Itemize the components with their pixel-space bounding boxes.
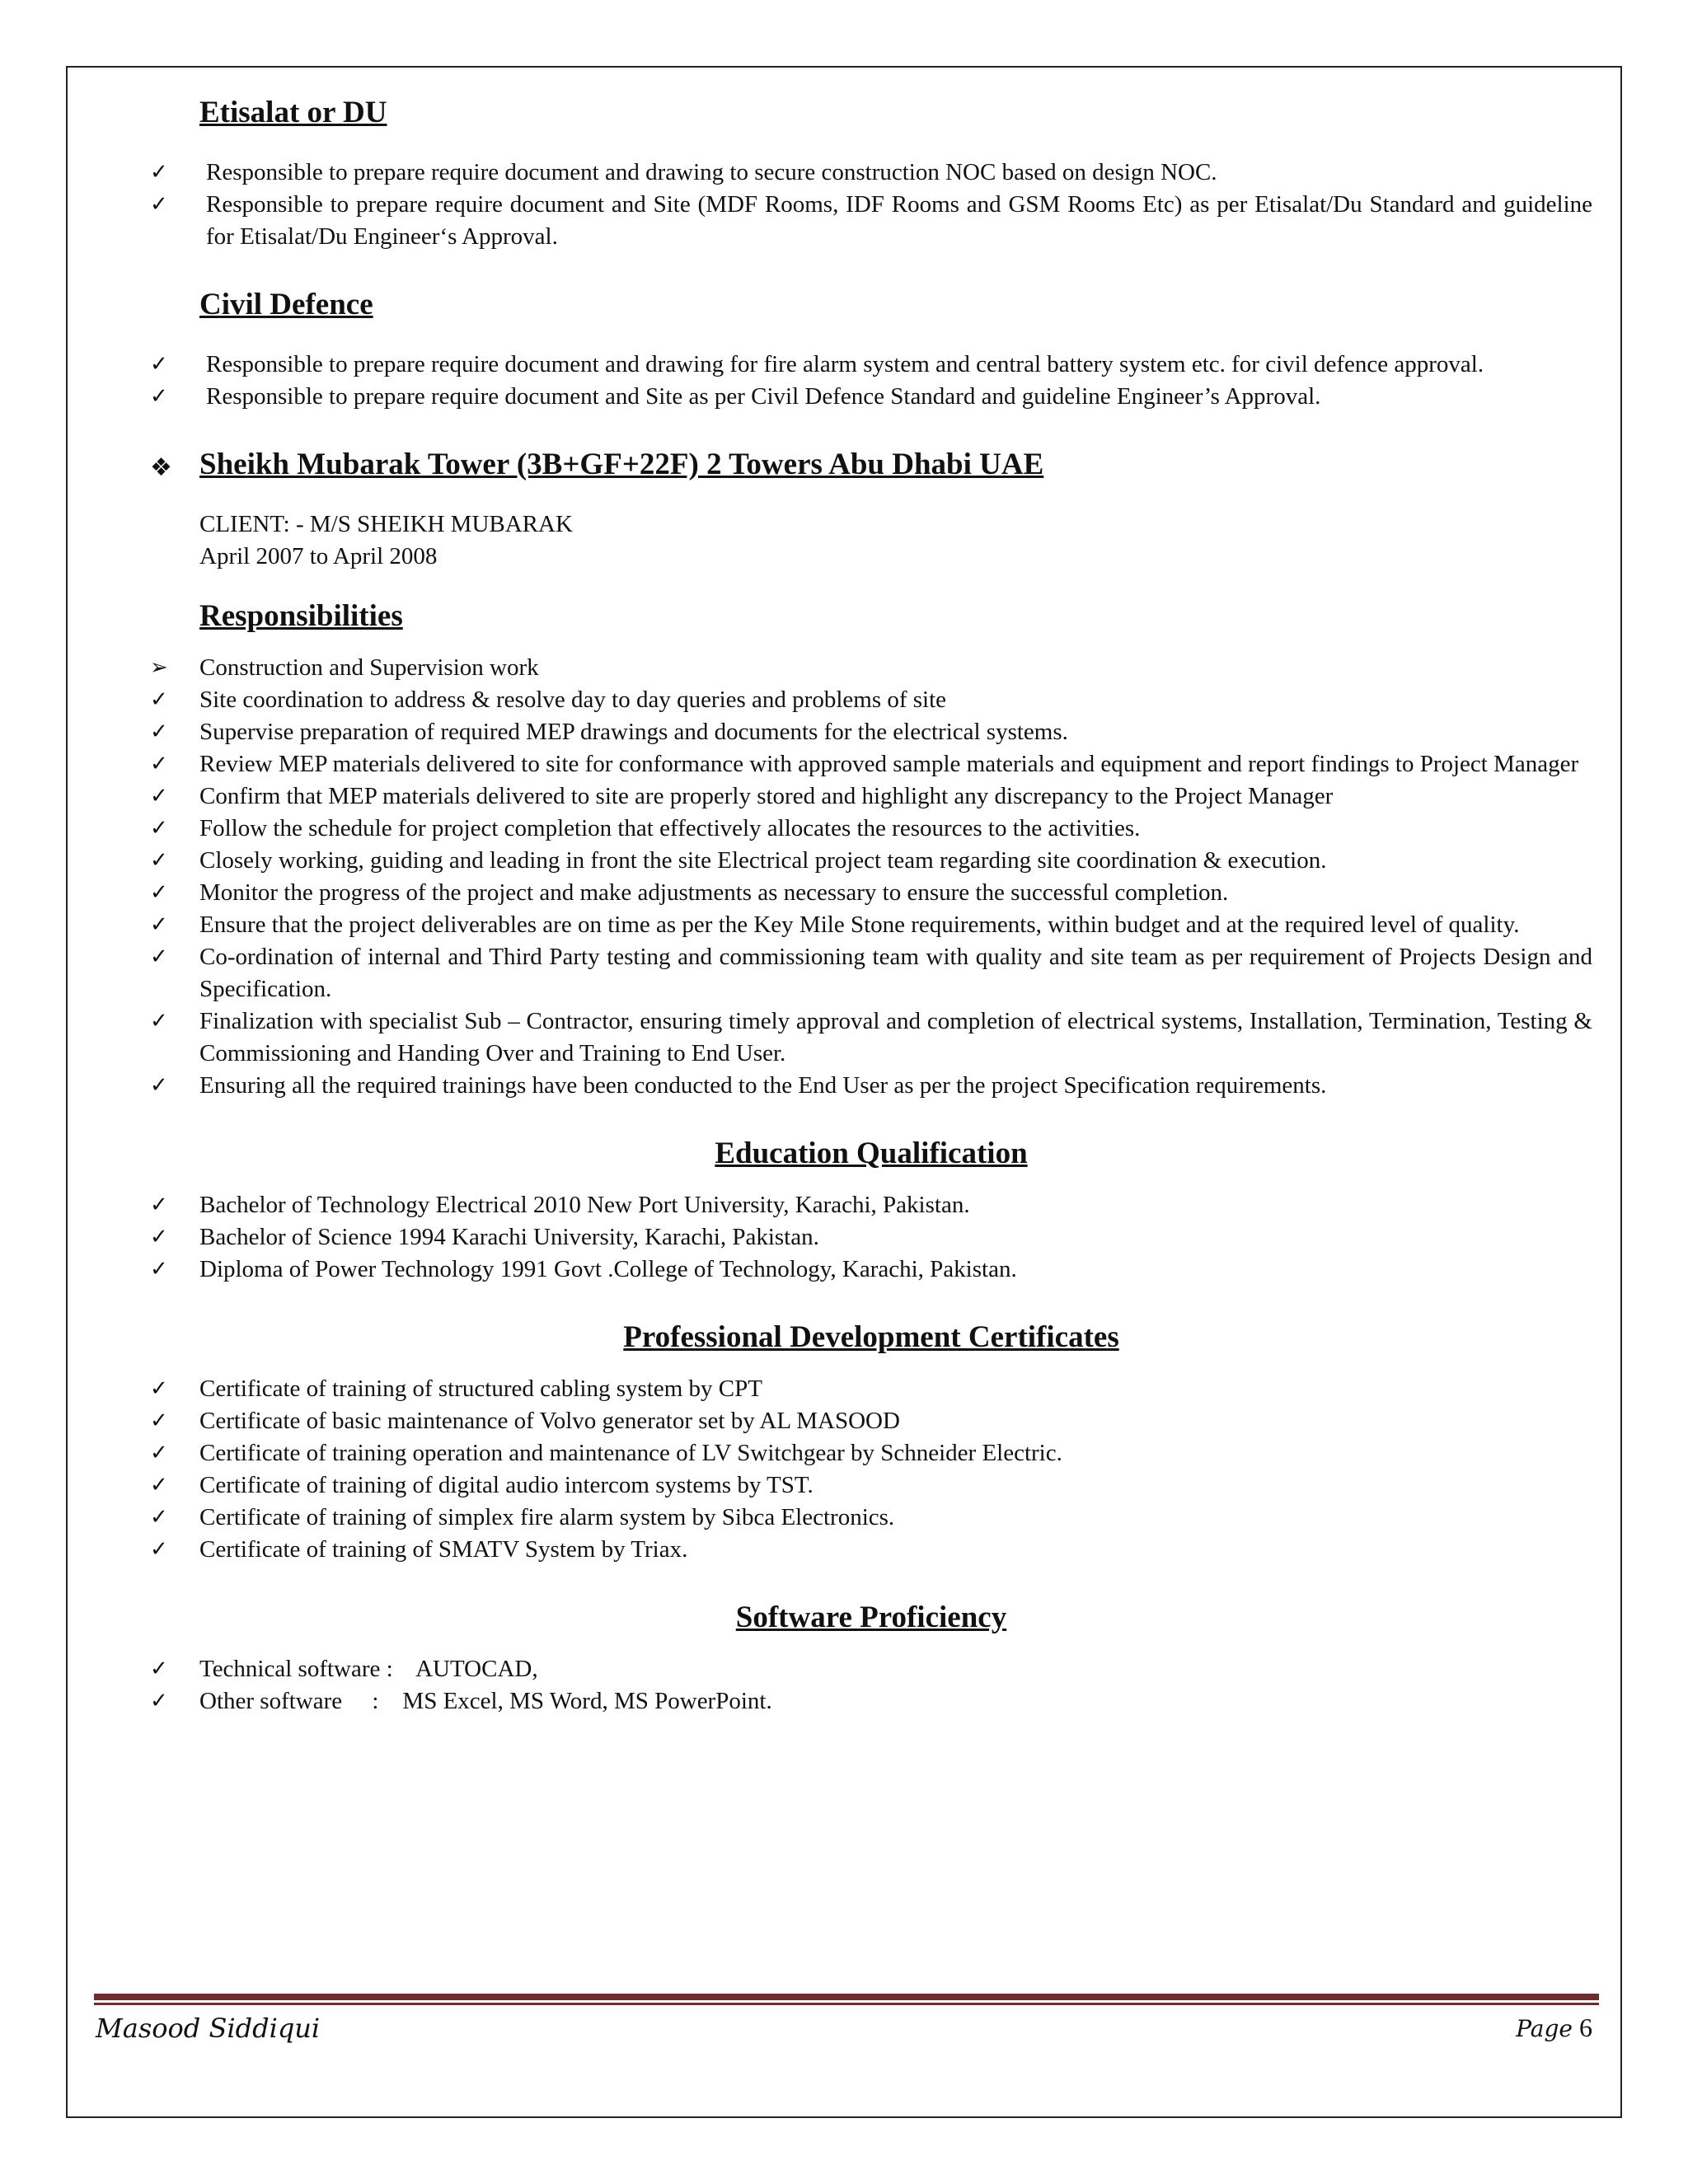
list-item <box>150 1685 1592 1718</box>
item-text: Responsible to prepare require document and Site (MDF Rooms, IDF Rooms and GSM Rooms Etc) as per Etisalat/Du Standard and guideline for Etisalat/Du Engineer‘s Approval. <box>206 191 1592 250</box>
item-text: Review MEP materials delivered to site for conformance with approved sample materials and equipment and report findings to Project Manager <box>199 751 1579 777</box>
list-item <box>150 1469 1592 1502</box>
list-item <box>150 877 1592 909</box>
check-icon: ✓ <box>150 1257 168 1282</box>
footer-page-number <box>1516 2013 1592 2043</box>
diamond-bullet-icon: ❖ <box>150 453 172 482</box>
check-icon: ✓ <box>150 1505 168 1530</box>
item-text: Bachelor of Science 1994 Karachi University, Karachi, Pakistan. <box>199 1224 819 1250</box>
check-icon: ✓ <box>150 1537 168 1562</box>
check-icon: ✓ <box>150 944 168 969</box>
list-item <box>150 684 1592 716</box>
check-icon: ✓ <box>150 1657 168 1681</box>
list-item <box>150 1437 1592 1469</box>
civil-defence-list <box>150 349 1592 413</box>
item-text: Responsible to prepare require document and Site as per Civil Defence Standard and guideline Engineer’s Approval. <box>206 383 1321 410</box>
check-icon: ✓ <box>150 352 168 377</box>
item-text: Confirm that MEP materials delivered to site are properly stored and highlight any discrepancy to the Project Manager <box>199 783 1334 809</box>
project-client: CLIENT: - M/S SHEIKH MUBARAK <box>199 511 573 537</box>
certificates-heading: Professional Development Certificates <box>623 1320 1119 1354</box>
software-heading: Software Proficiency <box>735 1601 1007 1634</box>
list-item <box>150 1653 1592 1685</box>
list-item <box>150 1534 1592 1566</box>
item-text: Co-ordination of internal and Third Party testing and commissioning team with quality and site team as per requirement of Projects Design and Specification. <box>199 944 1592 1002</box>
certificates-list <box>150 1373 1592 1566</box>
item-text: Site coordination to address & resolve day to day queries and problems of site <box>199 687 947 713</box>
education-list <box>150 1189 1592 1286</box>
item-text: Construction and Supervision work <box>199 654 539 681</box>
item-text: Technical software : AUTOCAD, <box>199 1656 538 1682</box>
item-text: Certificate of training of structured cabling system by CPT <box>199 1376 762 1402</box>
project-title-text: Sheikh Mubarak Tower (3B+GF+22F) 2 Towers Abu Dhabi UAE <box>199 448 1044 481</box>
check-icon: ✓ <box>150 880 168 905</box>
check-icon: ✓ <box>150 1473 168 1497</box>
check-icon: ✓ <box>150 192 168 217</box>
item-text: Certificate of training of digital audio intercom systems by TST. <box>199 1472 814 1498</box>
list-item <box>150 716 1592 748</box>
list-item <box>150 813 1592 845</box>
list-item <box>150 1502 1592 1534</box>
check-icon: ✓ <box>150 1009 168 1033</box>
list-item <box>150 189 1592 253</box>
page-label: Page <box>1516 2015 1573 2042</box>
item-text: Ensure that the project deliverables are on time as per the Key Mile Stone requirements, within budget and at the required level of quality. <box>199 912 1520 938</box>
list-item <box>150 652 1592 684</box>
responsibilities-list <box>150 652 1592 1102</box>
item-text: Other software : MS Excel, MS Word, MS PowerPoint. <box>199 1688 772 1714</box>
check-icon: ✓ <box>150 752 168 776</box>
footer-author-name: Masood Siddiqui <box>96 2013 321 2044</box>
check-icon: ✓ <box>150 848 168 873</box>
list-item <box>150 780 1592 813</box>
check-icon: ✓ <box>150 1376 168 1401</box>
list-item <box>150 941 1592 1005</box>
resume-content <box>150 91 1592 1718</box>
check-icon: ✓ <box>150 912 168 937</box>
item-text: Diploma of Power Technology 1991 Govt .College of Technology, Karachi, Pakistan. <box>199 1256 1017 1282</box>
item-text: Certificate of basic maintenance of Volvo generator set by AL MASOOD <box>199 1408 900 1434</box>
item-text: Closely working, guiding and leading in front the site Electrical project team regarding site coordination & execution. <box>199 847 1327 874</box>
check-icon: ✓ <box>150 160 168 185</box>
list-item <box>150 1189 1592 1221</box>
education-heading: Education Qualification <box>715 1137 1028 1170</box>
list-item <box>150 909 1592 941</box>
page-number: 6 <box>1579 2013 1592 2042</box>
check-icon: ✓ <box>150 1073 168 1098</box>
list-item <box>150 349 1592 381</box>
item-text: Responsible to prepare require document and drawing to secure construction NOC based on design NOC. <box>206 159 1217 185</box>
check-icon: ✓ <box>150 1689 168 1713</box>
list-item <box>150 1070 1592 1102</box>
check-icon: ✓ <box>150 1441 168 1465</box>
footer-rule-thin <box>94 2003 1599 2005</box>
footer-rule-thick <box>94 1994 1599 2000</box>
item-text: Supervise preparation of required MEP drawings and documents for the electrical systems. <box>199 719 1068 745</box>
item-text: Finalization with specialist Sub – Contractor, ensuring timely approval and completion of electrical systems, Installation, Termination, Testing & Commissioning and Handing Over and Training to End User. <box>199 1008 1592 1066</box>
list-item <box>150 748 1592 780</box>
list-item <box>150 381 1592 413</box>
arrow-bullet-icon: ➢ <box>150 655 168 680</box>
software-list <box>150 1653 1592 1718</box>
etisalat-heading: Etisalat or DU <box>199 96 387 129</box>
item-text: Responsible to prepare require document and drawing for fire alarm system and central battery system etc. for civil defence approval. <box>206 351 1484 377</box>
list-item <box>150 1221 1592 1254</box>
check-icon: ✓ <box>150 1225 168 1249</box>
check-icon: ✓ <box>150 719 168 744</box>
check-icon: ✓ <box>150 1408 168 1433</box>
item-text: Ensuring all the required trainings have been conducted to the End User as per the project Specification requirements. <box>199 1072 1327 1099</box>
responsibilities-heading: Responsibilities <box>199 599 403 633</box>
etisalat-list <box>150 157 1592 253</box>
item-text: Monitor the progress of the project and make adjustments as necessary to ensure the successful completion. <box>199 879 1229 906</box>
item-text: Follow the schedule for project completion that effectively allocates the resources to the activities. <box>199 815 1141 841</box>
civil-defence-heading: Civil Defence <box>199 288 373 321</box>
check-icon: ✓ <box>150 816 168 841</box>
check-icon: ✓ <box>150 384 168 409</box>
check-icon: ✓ <box>150 687 168 712</box>
list-item <box>150 1254 1592 1286</box>
item-text: Certificate of training of SMATV System by Triax. <box>199 1536 688 1563</box>
item-text: Certificate of training of simplex fire alarm system by Sibca Electronics. <box>199 1504 895 1530</box>
project-period: April 2007 to April 2008 <box>199 543 438 569</box>
list-item <box>150 1373 1592 1405</box>
item-text: Bachelor of Technology Electrical 2010 New Port University, Karachi, Pakistan. <box>199 1192 970 1218</box>
project-title <box>150 443 1592 487</box>
item-text: Certificate of training operation and maintenance of LV Switchgear by Schneider Electric. <box>199 1440 1062 1466</box>
list-item <box>150 1005 1592 1070</box>
list-item <box>150 1405 1592 1437</box>
check-icon: ✓ <box>150 784 168 808</box>
check-icon: ✓ <box>150 1193 168 1217</box>
list-item <box>150 157 1592 189</box>
list-item <box>150 845 1592 877</box>
